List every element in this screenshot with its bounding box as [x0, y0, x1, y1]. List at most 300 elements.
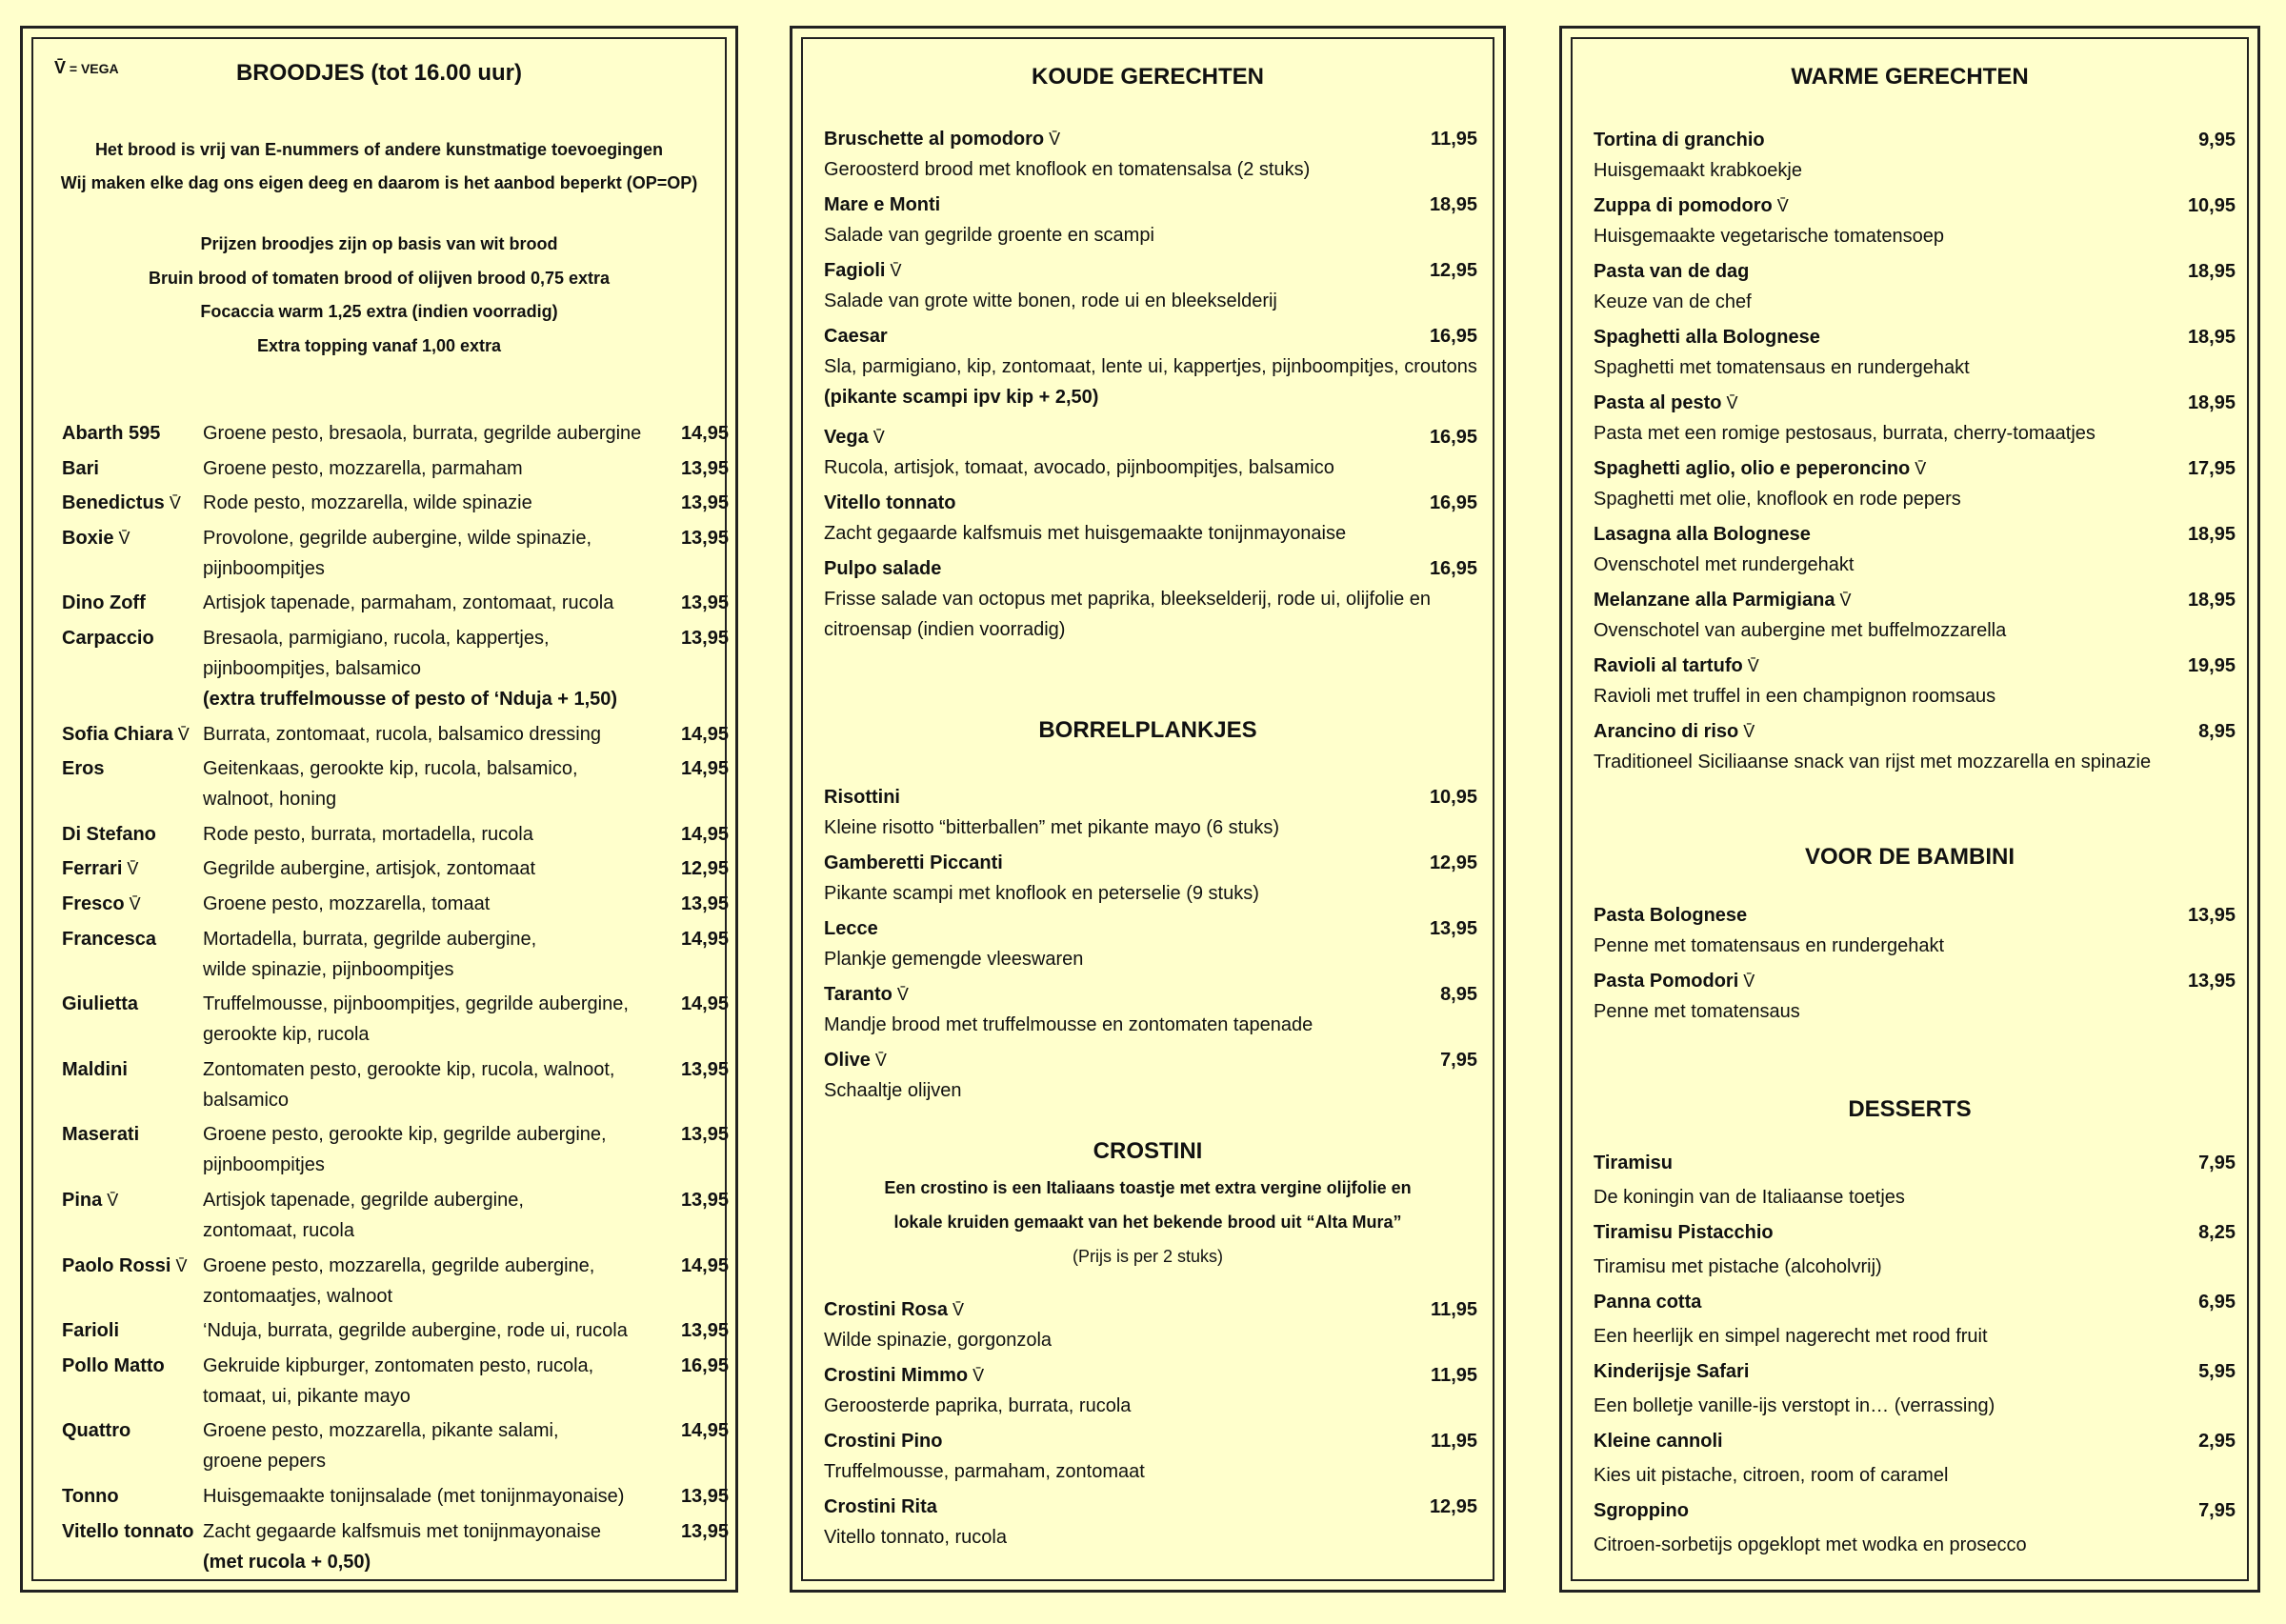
vega-icon: V̄ [122, 859, 139, 879]
koude-item-name: Pulpo salade [824, 558, 942, 579]
broodje-price: 14,95 [680, 1254, 729, 1276]
dessert-item [1594, 1287, 2236, 1352]
broodje-extra: (extra truffelmousse of pesto of ‘Nduja + 1,50) [203, 689, 618, 710]
crostini-item-head [824, 1360, 1477, 1391]
crostini-item-head [824, 1426, 1477, 1456]
broodje-name-text: Ferrari [62, 858, 123, 880]
warme-item-head [1594, 256, 2236, 287]
warme-item-price: 18,95 [2187, 524, 2236, 545]
broodje-price: 14,95 [680, 723, 729, 745]
broodje-price: 13,95 [680, 1486, 729, 1507]
warme-panel [1559, 26, 2260, 1593]
borrel-item-name: Risottini [824, 787, 900, 808]
crostini-item-name: Crostini Pino [824, 1431, 943, 1452]
koude-item-desc: Zacht gegaarde kalfsmuis met huisgemaakte tonijnmayonaise [824, 523, 1347, 544]
borrel-item [824, 913, 1477, 974]
bambini-item-price: 13,95 [2187, 905, 2236, 926]
broodje-price: 13,95 [680, 1320, 729, 1342]
warme-item [1594, 322, 2236, 383]
broodje-desc [203, 924, 651, 985]
broodje-desc [203, 588, 651, 618]
bambini-item [1594, 966, 2236, 1027]
warme-item [1594, 716, 2236, 777]
dessert-item [1594, 1426, 2236, 1491]
warme-item-head [1594, 388, 2236, 418]
koude-panel-inner [801, 37, 1494, 1581]
warme-item-head [1594, 651, 2236, 681]
broodje-desc-line: Rode pesto, burrata, mortadella, rucola [203, 823, 533, 845]
broodje-price: 14,95 [680, 823, 729, 845]
broodje-name-text: Abarth 595 [62, 423, 161, 444]
vega-icon: V̄ [102, 1191, 119, 1210]
crostini-intro-1: Een crostino is een Italiaans toastje met extra vergine olijfolie en [884, 1178, 1412, 1197]
borrel-item-head [824, 1045, 1477, 1075]
bambini-item-name: Pasta Bolognese [1594, 905, 1748, 926]
crostini-item [824, 1360, 1477, 1421]
crostini-intro-2: lokale kruiden gemaakt van het bekende brood uit “Alta Mura” [893, 1213, 1402, 1232]
crostini-item-desc: Vitello tonnato, rucola [824, 1527, 1007, 1548]
broodje-desc-line: Groene pesto, gerookte kip, gegrilde aubergine, [203, 1124, 607, 1146]
warme-item [1594, 585, 2236, 646]
broodje-desc-line: Gekruide kipburger, zontomaten pesto, rucola, [203, 1354, 594, 1376]
broodje-desc-line: pijnboompitjes [203, 557, 325, 579]
broodje-desc-line: walnoot, honing [203, 789, 337, 811]
broodje-desc-line: Burrata, zontomaat, rucola, balsamico dressing [203, 723, 601, 745]
dessert-item-name: Kinderijsje Safari [1594, 1361, 1750, 1382]
broodje-desc [203, 1054, 651, 1115]
intro-line-1: Het brood is vrij van E-nummers of andere kunstmatige toevoegingen [94, 140, 664, 159]
vega-icon: V̄ [113, 528, 130, 548]
price-info-4: Extra topping vanaf 1,00 extra [256, 336, 502, 355]
broodje-name-text: Di Stefano [62, 823, 156, 845]
broodje-name [62, 853, 203, 884]
borrel-item-head [824, 782, 1477, 812]
crostini-item [824, 1294, 1477, 1355]
price-info-1: Prijzen broodjes zijn op basis van wit brood [200, 234, 558, 253]
broodje-name [62, 588, 203, 618]
borrel-title: BORRELPLANKJES [1038, 717, 1257, 743]
warme-item-name: Melanzane alla Parmigiana [1594, 590, 1835, 611]
vega-icon: V̄ [1742, 656, 1759, 675]
vega-icon: V̄ [885, 261, 902, 280]
dessert-item-price: 2,95 [2198, 1431, 2236, 1452]
borrel-item-desc: Plankje gemengde vleeswaren [824, 949, 1084, 970]
broodje-desc-line: Groene pesto, mozzarella, pikante salami, [203, 1420, 559, 1442]
warme-item-name: Lasagna alla Bolognese [1594, 524, 1811, 545]
broodje-name [62, 1119, 203, 1150]
dessert-item-name: Tiramisu [1594, 1153, 1673, 1173]
warme-item-head [1594, 453, 2236, 484]
vega-icon: V̄ [172, 724, 190, 744]
crostini-item-name: Crostini Mimmo [824, 1365, 969, 1386]
broodje-name [62, 819, 203, 850]
intro-line-2: Wij maken elke dag ons eigen deeg en daarom is het aanbod beperkt (OP=OP) [60, 173, 698, 192]
broodje-desc [203, 989, 651, 1050]
broodje-desc-line: zontomaatjes, walnoot [203, 1285, 393, 1307]
broodje-name [62, 523, 203, 553]
borrel-item-head [824, 913, 1477, 944]
broodje-price: 16,95 [680, 1354, 729, 1376]
broodje-price: 12,95 [680, 858, 729, 880]
broodje-desc [203, 719, 651, 750]
broodje-desc [203, 889, 651, 919]
broodje-extra: (met rucola + 0,50) [203, 1551, 371, 1573]
broodje-name-text: Benedictus [62, 492, 165, 514]
koude-item-name: Vitello tonnato [824, 492, 956, 513]
warme-item-desc: Ravioli met truffel in een champignon roomsaus [1594, 686, 1996, 707]
warme-item-desc: Pasta met een romige pestosaus, burrata, cherry-tomaatjes [1594, 423, 2096, 444]
warme-item-head [1594, 585, 2236, 615]
dessert-item-name: Panna cotta [1594, 1292, 1702, 1313]
vega-icon: V̄ [870, 1051, 887, 1070]
broodje-price: 14,95 [680, 423, 729, 444]
koude-item-head [824, 422, 1477, 452]
warme-item-desc: Ovenschotel van aubergine met buffelmozzarella [1594, 620, 2007, 641]
warme-item-price: 18,95 [2187, 590, 2236, 611]
warme-item-name: Zuppa di pomodoro [1594, 195, 1773, 216]
dessert-item-head [1594, 1495, 2236, 1526]
broodje-price: 13,95 [680, 527, 729, 549]
crostini-title: CROSTINI [1093, 1138, 1203, 1164]
bambini-title: VOOR DE BAMBINI [1804, 844, 2015, 870]
dessert-item-name: Kleine cannoli [1594, 1431, 1723, 1452]
broodje-desc-line: balsamico [203, 1089, 290, 1111]
koude-item-desc: Geroosterd brood met knoflook en tomatensalsa (2 stuks) [824, 159, 1311, 180]
koude-item-desc: Salade van grote witte bonen, rode ui en bleekselderij [824, 291, 1277, 311]
broodje-desc-line: Groene pesto, mozzarella, gegrilde aubergine, [203, 1254, 595, 1276]
borrel-item-price: 7,95 [1440, 1050, 1477, 1071]
warme-item-price: 18,95 [2187, 392, 2236, 413]
warme-item-name: Arancino di riso [1594, 721, 1739, 742]
broodje-price: 14,95 [680, 993, 729, 1015]
dessert-item-desc: Een heerlijk en simpel nagerecht met rood fruit [1594, 1326, 1988, 1347]
vega-icon: V̄ [892, 985, 909, 1004]
crostini-item [824, 1492, 1477, 1553]
warme-item-name: Ravioli al tartufo [1594, 655, 1743, 676]
bambini-item-head [1594, 900, 2236, 931]
broodje-name [62, 753, 203, 784]
koude-item-desc: Salade van gegrilde groente en scampi [824, 225, 1154, 246]
broodje-desc-line: Truffelmousse, pijnboompitjes, gegrilde aubergine, [203, 993, 629, 1015]
broodje-name [62, 1516, 203, 1547]
borrel-item-price: 12,95 [1429, 852, 1477, 873]
broodje-name-text: Carpaccio [62, 628, 154, 649]
koude-item [824, 553, 1477, 645]
borrel-item-desc: Kleine risotto “bitterballen” met pikante mayo (6 stuks) [824, 817, 1279, 838]
vega-icon: V̄ [1772, 196, 1789, 215]
dessert-item-head [1594, 1148, 2236, 1178]
broodje-name-text: Eros [62, 758, 105, 780]
warme-item [1594, 125, 2236, 186]
koude-item-name: Caesar [824, 326, 888, 347]
borrel-item-desc: Pikante scampi met knoflook en peterselie (9 stuks) [824, 883, 1259, 904]
vega-icon: V̄ [868, 428, 885, 447]
warme-item-price: 18,95 [2187, 327, 2236, 348]
broodje-desc [203, 1415, 651, 1476]
warme-item-desc: Keuze van de chef [1594, 291, 1752, 312]
warme-item [1594, 651, 2236, 712]
broodje-desc [203, 753, 651, 814]
broodje-price: 14,95 [680, 1420, 729, 1442]
broodje-desc-line: Mortadella, burrata, gegrilde aubergine, [203, 928, 537, 950]
koude-item-price: 16,95 [1429, 427, 1477, 448]
broodje-name-text: Paolo Rossi [62, 1254, 171, 1276]
koude-item [824, 321, 1477, 412]
borrel-item-head [824, 848, 1477, 878]
vega-icon: V̄ [968, 1366, 985, 1385]
warme-panel-inner [1571, 37, 2249, 1581]
broodje-name [62, 1481, 203, 1512]
warme-item-name: Spaghetti aglio, olio e peperoncino [1594, 458, 1911, 479]
broodje-desc [203, 1315, 651, 1346]
borrel-item-price: 8,95 [1440, 984, 1477, 1005]
broodje-price: 13,95 [680, 1058, 729, 1080]
crostini-item-desc: Wilde spinazie, gorgonzola [824, 1330, 1053, 1351]
koude-panel [790, 26, 1506, 1593]
warme-item-price: 19,95 [2187, 655, 2236, 676]
crostini-item-price: 11,95 [1431, 1365, 1477, 1386]
broodje-name [62, 1315, 203, 1346]
broodje-name-text: Vitello tonnato [62, 1520, 194, 1542]
broodje-desc-line: Groene pesto, bresaola, burrata, gegrilde aubergine [203, 423, 642, 444]
broodje-desc-line: tomaat, ui, pikante mayo [203, 1385, 411, 1407]
vega-icon: V̄ [1721, 393, 1738, 412]
broodje-price: 13,95 [680, 628, 729, 649]
broodje-name [62, 488, 203, 518]
broodje-desc [203, 453, 651, 484]
warme-item-price: 17,95 [2187, 458, 2236, 479]
koude-item-desc: Frisse salade van octopus met paprika, bleekselderij, rode ui, olijfolie en citroensap (indien voorradig) [824, 589, 1432, 640]
price-info-2: Bruin brood of tomaten brood of olijven brood 0,75 extra [148, 269, 611, 288]
broodje-desc [203, 819, 651, 850]
koude-item-head [824, 190, 1477, 220]
crostini-item-head [824, 1492, 1477, 1522]
broodje-price: 14,95 [680, 758, 729, 780]
warme-item-desc: Huisgemaakte vegetarische tomatensoep [1594, 226, 1944, 247]
bambini-item-desc: Penne met tomatensaus [1594, 1001, 1800, 1022]
koude-item [824, 422, 1477, 483]
broodje-name-text: Fresco [62, 893, 125, 914]
broodje-name-text: Pollo Matto [62, 1354, 165, 1376]
koude-item-name: Bruschette al pomodoro [824, 129, 1045, 150]
vega-icon: V̄ [170, 1255, 188, 1275]
koude-item-price: 18,95 [1429, 194, 1477, 215]
broodje-desc [203, 1185, 651, 1246]
bambini-item [1594, 900, 2236, 961]
warme-item-head [1594, 190, 2236, 221]
broodje-name [62, 1251, 203, 1281]
broodje-name [62, 1185, 203, 1215]
koude-item-price: 11,95 [1431, 129, 1477, 150]
dessert-item [1594, 1495, 2236, 1560]
broodje-name-text: Dino Zoff [62, 592, 146, 614]
broodje-name-text: Boxie [62, 527, 114, 549]
borrel-item-price: 13,95 [1429, 918, 1477, 939]
koude-item-head [824, 488, 1477, 518]
vega-icon: V̄ [54, 58, 67, 77]
dessert-item-head [1594, 1287, 2236, 1317]
broodje-desc [203, 1351, 651, 1412]
broodje-price: 13,95 [680, 592, 729, 614]
dessert-item-name: Sgroppino [1594, 1500, 1689, 1521]
warme-item-desc: Traditioneel Siciliaanse snack van rijst met mozzarella en spinazie [1594, 752, 2152, 772]
warme-item-head [1594, 716, 2236, 747]
warme-item [1594, 453, 2236, 514]
koude-item-name: Vega [824, 427, 869, 448]
warme-item-name: Spaghetti alla Bolognese [1594, 327, 1820, 348]
broodje-name-text: Sofia Chiara [62, 723, 173, 745]
warme-item [1594, 519, 2236, 580]
crostini-item-name: Crostini Rosa [824, 1299, 949, 1320]
warme-item-price: 10,95 [2187, 195, 2236, 216]
crostini-item-name: Crostini Rita [824, 1496, 937, 1517]
broodje-desc-line: Artisjok tapenade, parmaham, zontomaat, rucola [203, 592, 614, 614]
dessert-item-name: Tiramisu Pistacchio [1594, 1222, 1774, 1243]
crostini-item-price: 12,95 [1429, 1496, 1477, 1517]
broodje-desc-line: Zontomaten pesto, gerookte kip, rucola, walnoot, [203, 1058, 615, 1080]
vega-icon: V̄ [1738, 972, 1755, 991]
crostini-item-head [824, 1294, 1477, 1325]
broodje-desc [203, 1119, 651, 1180]
broodje-desc [203, 623, 651, 714]
broodje-desc [203, 418, 651, 449]
broodje-desc-line: groene pepers [203, 1451, 326, 1473]
dessert-item [1594, 1356, 2236, 1421]
dessert-item-head [1594, 1356, 2236, 1387]
warme-item-desc: Spaghetti met olie, knoflook en rode pepers [1594, 489, 1961, 510]
crostini-item [824, 1426, 1477, 1487]
warme-item-name: Pasta van de dag [1594, 261, 1750, 282]
warme-item [1594, 190, 2236, 251]
koude-item-price: 16,95 [1429, 326, 1477, 347]
borrel-item-head [824, 979, 1477, 1010]
broodje-desc-line: Groene pesto, mozzarella, tomaat [203, 893, 491, 914]
broodje-desc-line: pijnboompitjes, balsamico [203, 658, 422, 679]
broodje-price: 13,95 [680, 1124, 729, 1146]
broodje-name [62, 453, 203, 484]
warme-item [1594, 388, 2236, 449]
bambini-item-desc: Penne met tomatensaus en rundergehakt [1594, 935, 1945, 956]
broodje-name-text: Farioli [62, 1320, 120, 1342]
warme-item-head [1594, 125, 2236, 155]
koude-item [824, 488, 1477, 549]
bambini-item-head [1594, 966, 2236, 996]
warme-item-desc: Spaghetti met tomatensaus en rundergehakt [1594, 357, 1970, 378]
koude-item-price: 16,95 [1429, 492, 1477, 513]
broodje-name [62, 623, 203, 653]
broodje-name-text: Quattro [62, 1420, 131, 1442]
broodje-desc [203, 488, 651, 518]
koude-item-price: 12,95 [1429, 260, 1477, 281]
broodje-name [62, 1054, 203, 1085]
koude-item [824, 255, 1477, 316]
vega-icon: V̄ [1835, 591, 1852, 610]
crostini-item-desc: Geroosterde paprika, burrata, rucola [824, 1395, 1132, 1416]
koude-item [824, 190, 1477, 251]
broodje-name-text: Bari [62, 457, 99, 479]
warme-item-name: Pasta al pesto [1594, 392, 1722, 413]
broodje-desc-line: Groene pesto, mozzarella, parmaham [203, 457, 523, 479]
warme-item-desc: Ovenschotel met rundergehakt [1594, 554, 1855, 575]
broodje-desc-line: Rode pesto, mozzarella, wilde spinazie [203, 492, 532, 514]
broodje-price: 13,95 [680, 1520, 729, 1542]
borrel-item-name: Lecce [824, 918, 878, 939]
crostini-item-price: 11,95 [1431, 1299, 1477, 1320]
dessert-item-head [1594, 1217, 2236, 1248]
koude-item-head [824, 553, 1477, 584]
broodje-price: 13,95 [680, 893, 729, 914]
dessert-item [1594, 1217, 2236, 1282]
vega-icon: V̄ [1910, 459, 1927, 478]
vega-legend-text: = VEGA [69, 61, 119, 76]
warme-title: WARME GERECHTEN [1791, 64, 2029, 90]
borrel-item [824, 782, 1477, 843]
borrel-item-name: Gamberetti Piccanti [824, 852, 1003, 873]
broodjes-panel [20, 26, 738, 1593]
borrel-item [824, 848, 1477, 909]
dessert-item-desc: Citroen-sorbetijs opgeklopt met wodka en prosecco [1594, 1534, 2027, 1555]
broodje-desc [203, 1481, 651, 1512]
borrel-item-price: 10,95 [1429, 787, 1477, 808]
vega-icon: V̄ [948, 1300, 965, 1319]
dessert-item-price: 5,95 [2198, 1361, 2236, 1382]
vega-icon: V̄ [124, 894, 141, 913]
dessert-item-head [1594, 1426, 2236, 1456]
dessert-item-price: 6,95 [2198, 1292, 2236, 1313]
dessert-item-desc: Een bolletje vanille-ijs verstopt in… (verrassing) [1594, 1395, 1995, 1416]
broodje-desc-line: Zacht gegaarde kalfsmuis met tonijnmayonaise [203, 1520, 601, 1542]
broodje-desc-line: Artisjok tapenade, gegrilde aubergine, [203, 1190, 524, 1211]
broodje-name [62, 924, 203, 954]
broodjes-panel-inner [31, 37, 727, 1581]
vega-icon: V̄ [1738, 722, 1755, 741]
broodje-desc [203, 1516, 651, 1577]
borrel-item [824, 1045, 1477, 1106]
koude-item-head [824, 255, 1477, 286]
broodje-desc-line: gerookte kip, rucola [203, 1024, 370, 1046]
dessert-item-desc: Kies uit pistache, citroen, room of caramel [1594, 1465, 1949, 1486]
dessert-item-desc: De koningin van de Italiaanse toetjes [1594, 1187, 1905, 1208]
broodje-name-text: Pina [62, 1190, 103, 1211]
koude-item-head [824, 321, 1477, 351]
crostini-item-desc: Truffelmousse, parmaham, zontomaat [824, 1461, 1145, 1482]
broodje-desc [203, 853, 651, 884]
broodje-name-text: Giulietta [62, 993, 139, 1015]
warme-item-price: 8,95 [2198, 721, 2236, 742]
borrel-item-name: Taranto [824, 984, 892, 1005]
broodje-desc-line: Geitenkaas, gerookte kip, rucola, balsamico, [203, 758, 578, 780]
vega-icon: V̄ [1044, 130, 1061, 149]
broodje-desc-line: Huisgemaakte tonijnsalade (met tonijnmayonaise) [203, 1486, 625, 1507]
warme-item [1594, 256, 2236, 317]
broodje-desc [203, 1251, 651, 1312]
desserts-title: DESSERTS [1848, 1096, 1972, 1122]
broodje-name-text: Francesca [62, 928, 156, 950]
koude-item-name: Mare e Monti [824, 194, 941, 215]
koude-item-head [824, 124, 1477, 154]
broodje-desc [203, 523, 651, 584]
crostini-note: (Prijs is per 2 stuks) [1072, 1247, 1224, 1266]
broodje-name-text: Tonno [62, 1486, 119, 1507]
koude-title: KOUDE GERECHTEN [1031, 64, 1265, 90]
dessert-item-price: 8,25 [2198, 1222, 2236, 1243]
koude-item-price: 16,95 [1429, 558, 1477, 579]
borrel-item-desc: Schaaltje olijven [824, 1080, 962, 1101]
broodje-price: 13,95 [680, 457, 729, 479]
koude-item-desc: Sla, parmigiano, kip, zontomaat, lente ui, kappertjes, pijnboompitjes, croutons (pikante scampi ipv kip + 2,50) [824, 356, 1477, 408]
koude-item-desc: Rucola, artisjok, tomaat, avocado, pijnboompitjes, balsamico [824, 457, 1334, 478]
broodje-name [62, 719, 203, 750]
